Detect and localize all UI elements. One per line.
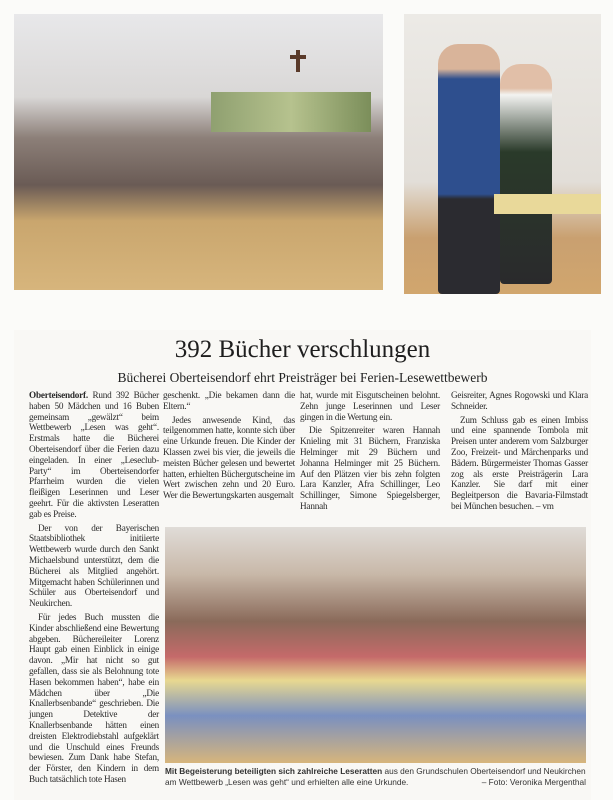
column-2 xyxy=(163,390,295,504)
photo-reading-party-audience xyxy=(14,14,383,290)
paragraph: hat, wurde mit Eisgutscheinen belohnt. Zehn junge Leserinnen und Leser gingen in die Wertung ein. xyxy=(300,390,440,422)
person-mayor xyxy=(438,44,500,294)
crucifix xyxy=(296,50,300,72)
column-4 xyxy=(451,390,588,515)
paragraph xyxy=(29,390,159,520)
paragraph: Jedes anwesende Kind, das teilgenommen hatte, konnte sich über eine Urkunde freuen. Die Kinder der Klassen zwei bis vier, die jeweils die meisten Bücher gelesen und bewertet hatten, erhielten Büchergutscheine im Wert zwischen zehn und 20 Euro. Wer die Bewertungskarten ausgemalt xyxy=(163,414,295,501)
headline: 392 Bücher verschlungen xyxy=(174,336,431,363)
photo-caption xyxy=(165,766,586,788)
paragraph: geschenkt. „Die bekamen dann die Eltern.“ xyxy=(163,390,295,411)
photo-group-children-certificates xyxy=(165,527,586,763)
paragraph: Die Spitzenreiter waren Hannah Knieling mit 31 Büchern, Franziska Helminger mit 29 Büchern und Johanna Helminger mit 25 Büchern. Auf den Plätzen vier bis zehn folgten Lara Kanzler, Afra Schillinger, Leo Schillinger, Simone Spiegelsberger, Hannah xyxy=(300,425,440,511)
column-3 xyxy=(300,390,440,515)
paragraph: Der von der Bayerischen Staatsbibliothek initiierte Wettbewerb wurde durch den Sankt Michaelsbund unterstützt, dem die Bücherei als Mitglied angehört. Mitgemacht haben Schülerinnen und Schüler aus Oberteisendorf und Neukirchen. xyxy=(29,522,159,609)
photo-credit: – Foto: Veronika Mergenthal xyxy=(481,777,586,787)
photo-prize-draw xyxy=(404,14,601,294)
paragraph: Für jedes Buch mussten die Kinder abschließend eine Bewertung abgeben. Büchereileiter Lorenz Haupt gab einen Einblick in einige davon. „Mir hat nicht so gut gefallen, dass sie als Belohnung tote Hasen bekommen haben“, habe ein Mädchen über „Die Knallerbsenbande“ geschrieben. Die jungen Detektive der Knallerbsenbande hätten einen dreisten Elektrodiebstahl aufgeklärt und die Unschuld eines Freunds bewiesen. Zum Dank habe Stefan, der Förster, den Kindern in dem Buch tatsächlich tote Hasen xyxy=(29,611,159,784)
paragraph: Geisreiter, Agnes Rogowski und Klara Schneider. xyxy=(451,390,588,411)
caption-text: aus den Grundschulen Oberteisendorf und Neukirchen am Wettbewerb „Lesen was geht“ und erhielten alle eine Urkunde. xyxy=(165,766,586,787)
paragraph-text: Rund 392 Bücher haben 50 Mädchen und 16 Buben gemeinsam „gewälzt“ beim Wettbewerb „Lesen was geht“. Erstmals hatte die Bücherei Oberteisendorf über die Ferien dazu eingeladen. In einer „Leseclub-Party“ im Oberteisendorfer Pfarrheim wurden die vielen fleißigen Leserinnen und Leser geehrt. Für die aktivsten Leseratten gab es Preise. xyxy=(29,390,159,519)
window xyxy=(211,92,371,132)
paragraph: Zum Schluss gab es einen Imbiss und eine spannende Tombola mit Preisen unter anderem vom Salzburger Zoo, Freizeit- und Märchenparks und Bädern. Bürgermeister Thomas Gasser zog als erste Preisträgerin Lara Kanzler. Sie darf mit einer Begleitperson die Bavaria-Filmstadt bei München besuchen. – vm xyxy=(451,414,588,511)
caption-bold: Mit Begeisterung beteiligten sich zahlreiche Leseratten xyxy=(165,766,383,776)
column-1 xyxy=(29,390,159,788)
dateline: Oberteisendorf. xyxy=(29,390,89,400)
person-librarian xyxy=(500,64,552,284)
newspaper-article xyxy=(14,330,591,800)
table xyxy=(494,194,601,214)
subheadline: Bücherei Oberteisendorf ehrt Preisträger bei Ferien-Lesewettbewerb xyxy=(117,370,488,385)
